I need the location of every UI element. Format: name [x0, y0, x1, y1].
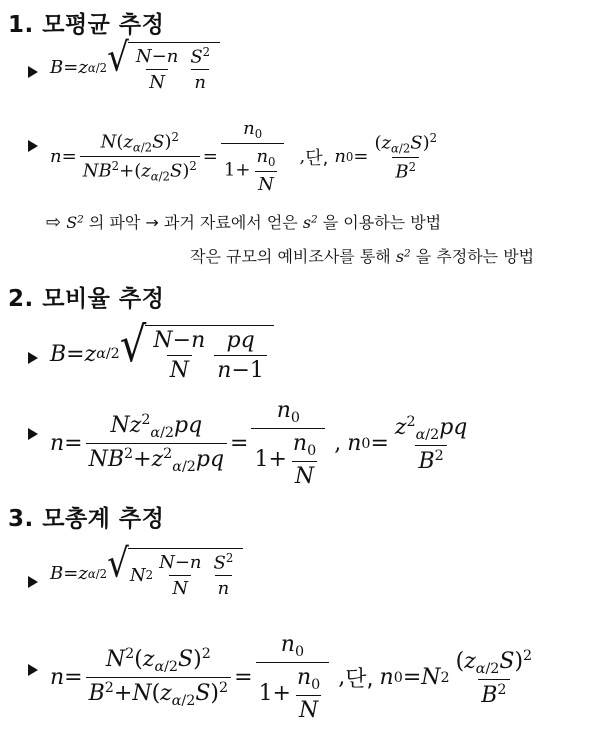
section-title-proportion: 2. 모비율 추정 — [8, 286, 165, 312]
note-line-1: ⇨ $S^2$ 의 파악 → 과거 자료에서 얻은 $s^2$ 을 이용하는 방법 — [46, 212, 442, 233]
formula-b-total: B = z α/2 √ N 2 $\frac{N-n}{N}$ $\frac{S^2}{n}$ — [50, 548, 243, 599]
bullet-icon — [28, 66, 38, 78]
dan-label: 단, — [345, 667, 374, 692]
section-title-mean: 1. 모평균 추정 — [8, 12, 165, 38]
formula-n-mean: n = $\frac{N(z_{\alpha/2}S)^2}{NB^2+(z_{\alpha/2}S)^2}$ = $n_0$ 1+ $\frac{n_0}{N}$ , 단, n 0 = $\frac{(z_{\alpha/2}S)^2}{B^2}$ — [50, 118, 438, 196]
formula-b-proportion: B = z α/2 √ $\frac{N-n}{N}$ $\frac{pq}{n-1}$ — [50, 325, 274, 383]
bullet-icon — [28, 428, 38, 440]
bullet-icon — [28, 576, 38, 588]
bullet-icon — [28, 352, 38, 364]
hollow-arrow-icon: ⇨ — [46, 212, 62, 233]
formula-n-total: n = $\frac{N^2(z_{\alpha/2}S)^2}{B^2+N(z_{\alpha/2}S)^2}$ = $n_0$ 1+ $\frac{n_0}{N}$ , 단, n 0 = N 2 $\frac{(z_{\alpha/2}S)^2}{B^2}$ — [50, 632, 533, 723]
dan-label: 단, — [305, 147, 329, 169]
section-title-total: 3. 모총계 추정 — [8, 506, 165, 532]
formula-b-mean: B = z α/2 √ $\frac{N-n}{N}$ $\frac{S^2}{n}$ — [50, 42, 220, 93]
note-line-2: 작은 규모의 예비조사를 통해 $s^2$ 을 추정하는 방법 — [190, 247, 535, 266]
bullet-icon — [28, 140, 38, 152]
bullet-icon — [28, 664, 38, 676]
formula-n-proportion: n = $\frac{Nz^2_{\alpha/2}pq}{NB^2+z^2_{\alpha/2}pq}$ = $n_0$ 1+ $\frac{n_0}{N}$ , n 0 = $\frac{z^2_{\alpha/2}pq}{B^2}$ — [50, 398, 468, 489]
